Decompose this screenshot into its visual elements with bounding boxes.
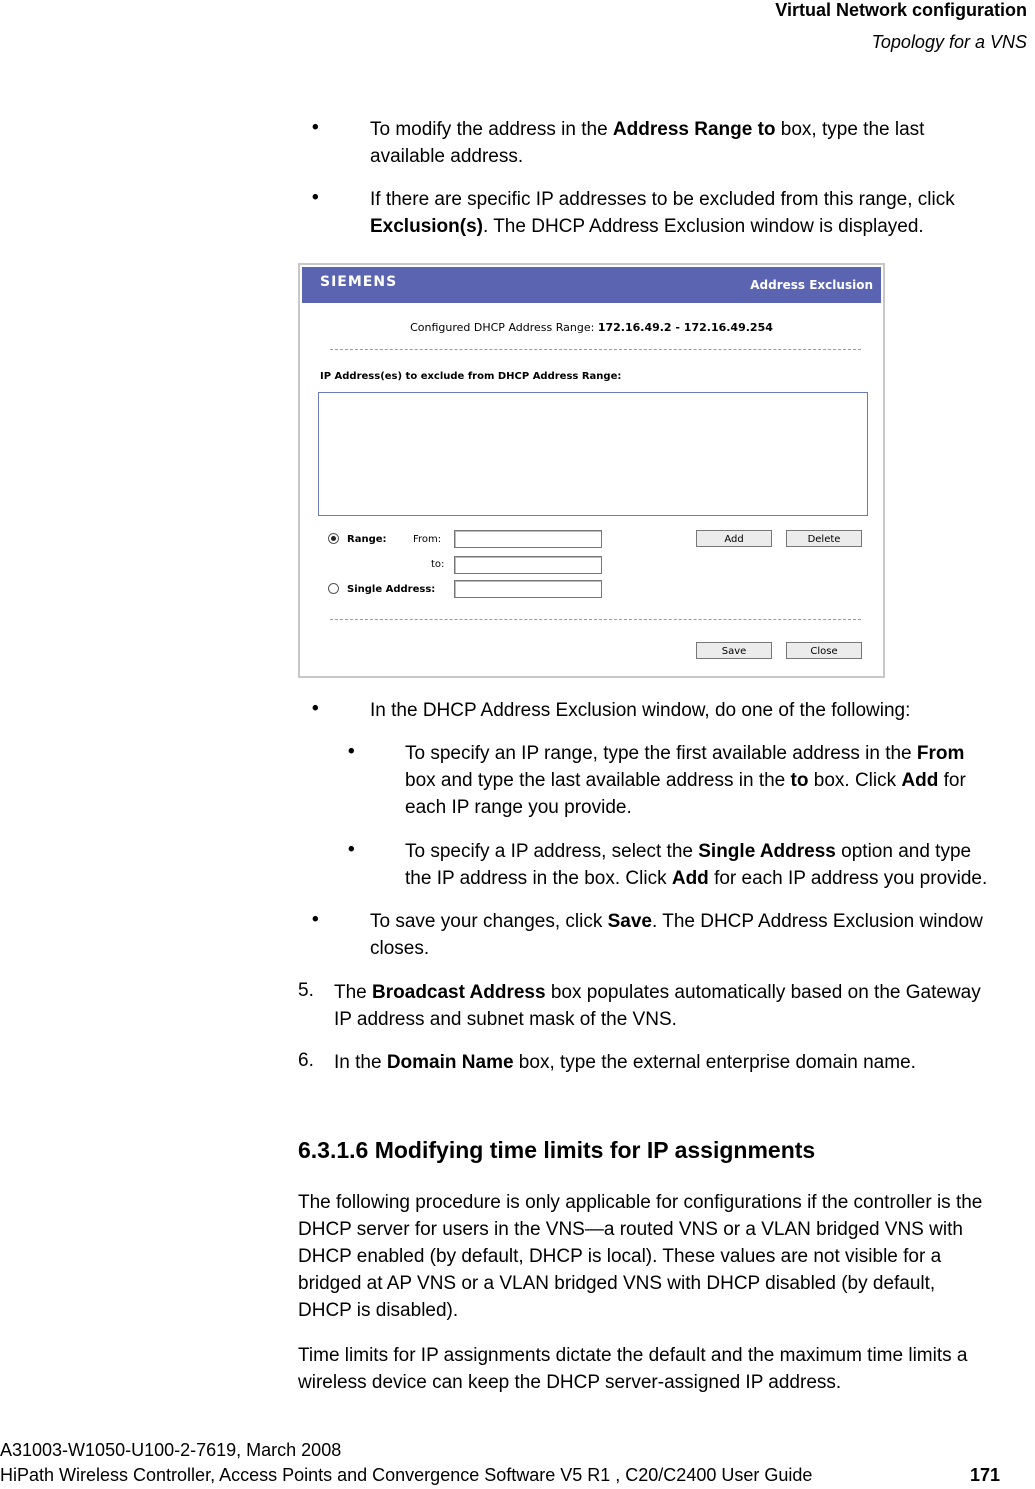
step-number: 6. [298, 1050, 314, 1071]
bullet-marker: • [348, 741, 355, 762]
configured-range-value: 172.16.49.2 - 172.16.49.254 [597, 321, 773, 334]
text: box, type the external enterprise domain name. [513, 1052, 916, 1073]
range-label: Range: [347, 534, 387, 545]
text-line: Time limits for IP assignments dictate the default and the maximum time limits a [298, 1345, 968, 1366]
text-line: The following procedure is only applicable for configurations if the controller is the [298, 1192, 983, 1213]
chapter-title: Virtual Network configuration [775, 0, 1027, 20]
text: for [938, 770, 966, 791]
divider [330, 619, 861, 620]
ui-term: Save [607, 911, 652, 932]
text: . The DHCP Address Exclusion window is displayed. [482, 216, 924, 237]
text-line: bridged at AP VNS or a VLAN bridged VNS with DHCP disabled (by default, [298, 1273, 936, 1294]
text: To modify the address in the [370, 119, 613, 140]
divider [330, 349, 861, 350]
single-address-input[interactable] [454, 580, 602, 598]
ui-term: Broadcast Address [372, 982, 546, 1003]
text: . The DHCP Address Exclusion window [652, 911, 983, 932]
bullet-exclusions [370, 186, 1030, 240]
bullet-marker: • [312, 187, 319, 208]
address-exclusion-dialog [298, 263, 885, 678]
page-number: 171 [970, 1465, 1001, 1485]
paragraph-time-limits [298, 1342, 1033, 1396]
ui-term: Add [901, 770, 939, 791]
footer-doc-id: A31003-W1050-U100-2-7619, March 2008 [0, 1440, 342, 1460]
text: box. Click [808, 770, 902, 791]
single-address-label: Single Address: [347, 584, 436, 595]
text: To specify a IP address, select the [405, 841, 699, 862]
text-line: DHCP is disabled). [298, 1300, 459, 1321]
text: In the [334, 1052, 387, 1073]
text-line: DHCP enabled (by default, DHCP is local). These values are not visible for a [298, 1246, 942, 1267]
step-domain-name [334, 1049, 1034, 1076]
from-label: From: [413, 534, 442, 545]
sub-bullet-range [405, 740, 1035, 821]
text: IP address and subnet mask of the VNS. [334, 1009, 677, 1030]
ui-term: Domain Name [386, 1052, 514, 1073]
text: The [334, 982, 373, 1003]
text: box populates automatically based on the Gateway [545, 982, 981, 1003]
text: box, type the last [775, 119, 925, 140]
range-radio[interactable] [328, 533, 339, 544]
configured-range [300, 321, 883, 334]
section-heading: 6.3.1.6 Modifying time limits for IP assignments [298, 1137, 816, 1163]
paragraph-applicability [298, 1189, 1033, 1324]
close-button[interactable]: Close [786, 642, 862, 659]
bullet-address-range-to [370, 116, 1030, 170]
siemens-logo: SIEMENS [320, 274, 398, 290]
sub-bullet-single [405, 838, 1035, 892]
text: option and type [835, 841, 972, 862]
bullet-save [370, 908, 1035, 962]
bullet-marker: • [312, 698, 319, 719]
single-address-radio[interactable] [328, 583, 339, 594]
dialog-title: Address Exclusion [750, 278, 873, 292]
text: To save your changes, click [370, 911, 608, 932]
text: each IP range you provide. [405, 797, 632, 818]
step-broadcast-address [334, 979, 1034, 1033]
bullet-window: In the DHCP Address Exclusion window, do one of the following: [370, 700, 911, 721]
to-label: to: [431, 559, 445, 570]
exclude-label: IP Address(es) to exclude from DHCP Address Range: [320, 371, 622, 382]
text: for each IP address you provide. [708, 868, 988, 889]
dialog-title-bar [302, 267, 881, 303]
ui-term: to [790, 770, 809, 791]
text: To specify an IP range, type the first available address in the [405, 743, 917, 764]
ui-term: From [916, 743, 965, 764]
from-input[interactable] [454, 530, 602, 548]
text: If there are specific IP addresses to be excluded from this range, click [370, 189, 955, 210]
bullet-marker: • [312, 117, 319, 138]
save-button[interactable]: Save [696, 642, 772, 659]
footer-title: HiPath Wireless Controller, Access Points and Convergence Software V5 R1 , C20/C2400 User Guide [0, 1465, 813, 1485]
delete-button[interactable]: Delete [786, 530, 862, 547]
configured-range-label: Configured DHCP Address Range: [410, 321, 595, 334]
section-title: Topology for a VNS [871, 32, 1027, 52]
text-line: wireless device can keep the DHCP server-assigned IP address. [298, 1372, 842, 1393]
step-number: 5. [298, 980, 314, 1001]
text-line: DHCP server for users in the VNS—a routed VNS or a VLAN bridged VNS with [298, 1219, 963, 1240]
add-button[interactable]: Add [696, 530, 772, 547]
text: the IP address in the box. Click [405, 868, 672, 889]
text: available address. [370, 146, 524, 167]
to-input[interactable] [454, 556, 602, 574]
ui-term: Single Address [698, 841, 836, 862]
ui-term: Exclusion(s) [370, 216, 483, 237]
ui-term: Add [671, 868, 709, 889]
text: box and type the last available address in the [405, 770, 791, 791]
bullet-marker: • [348, 839, 355, 860]
exclusion-list[interactable] [318, 392, 868, 516]
bullet-marker: • [312, 909, 319, 930]
text: closes. [370, 938, 430, 959]
ui-term: Address Range to [612, 119, 776, 140]
